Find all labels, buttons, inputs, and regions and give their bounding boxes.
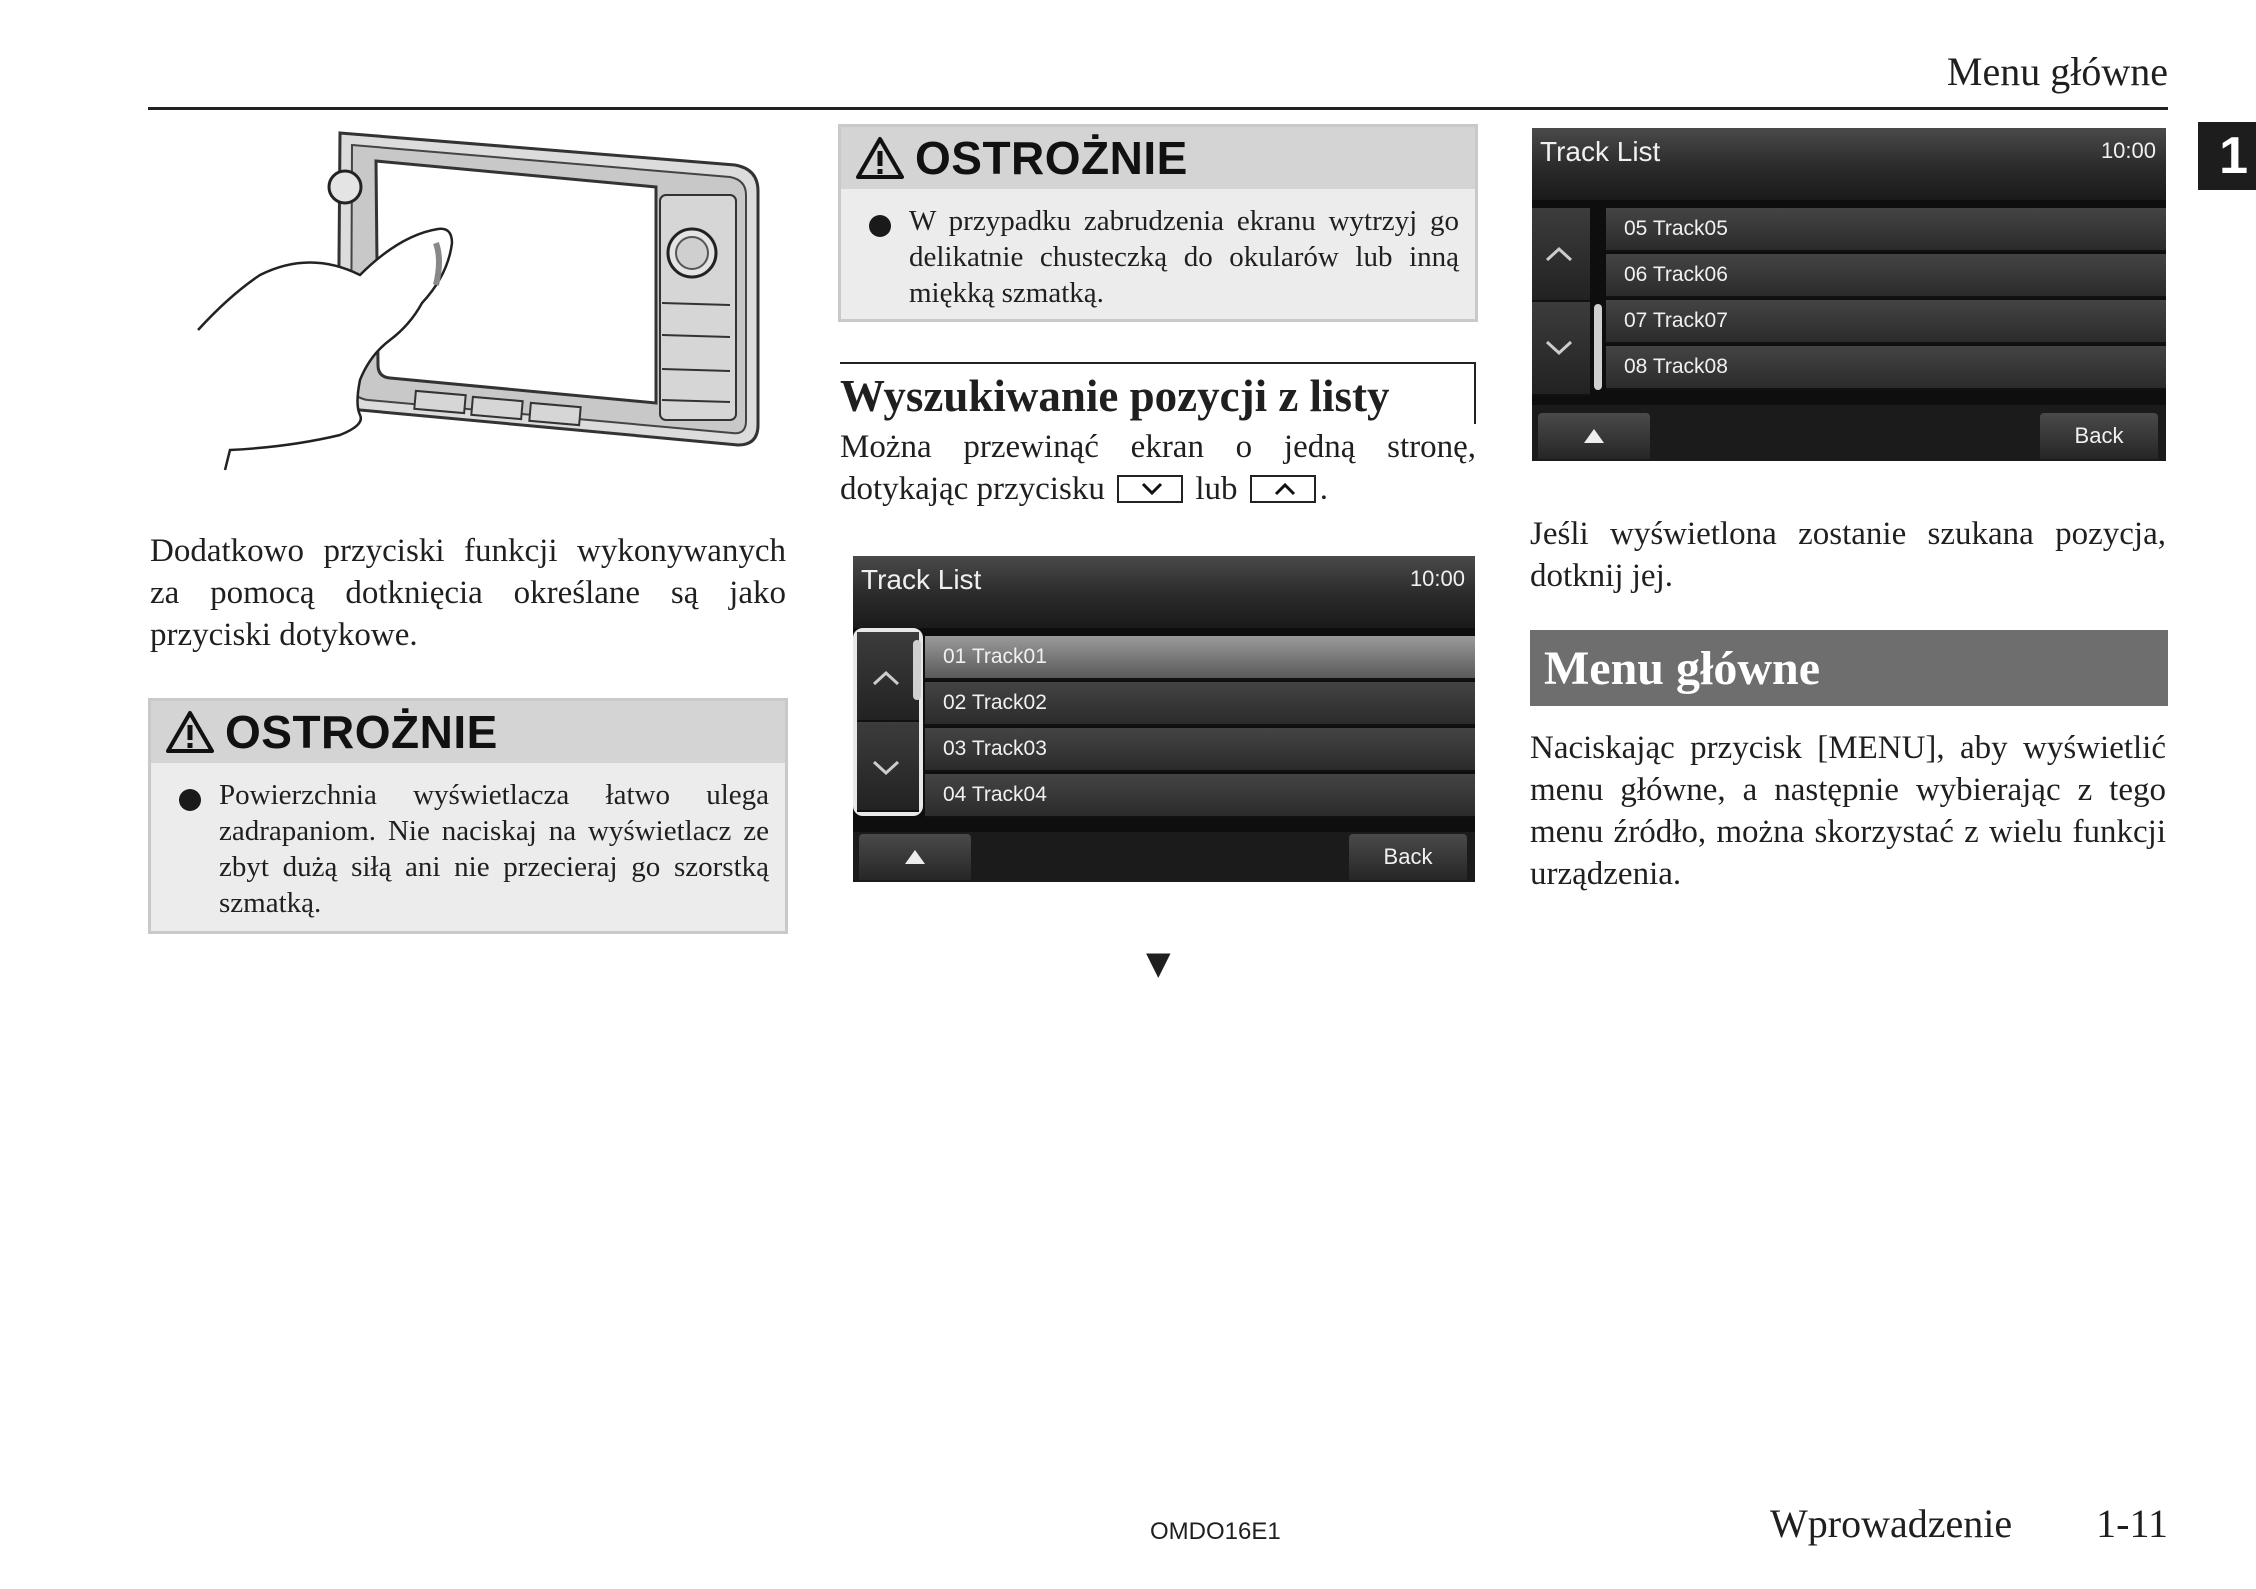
track-row[interactable]: 07 Track07	[1606, 300, 2166, 344]
back-button[interactable]: Back	[2040, 413, 2158, 459]
section-title: Wyszukiwanie pozycji z listy	[840, 371, 1390, 421]
bullet-icon	[869, 215, 891, 237]
hand-touching-screen-illustration	[190, 125, 770, 485]
bullet-icon	[179, 789, 201, 811]
scroll-paragraph-end: .	[1319, 471, 1328, 507]
scroll-paragraph-or: lub	[1195, 471, 1238, 507]
touch-buttons-paragraph: Dodatkowo przyciski funkcji wykonywanych za pomocą dotknięcia określane są jako przyciski dotykowe.	[150, 533, 786, 653]
screen-title: Track List	[1540, 136, 1661, 167]
caution-title: OSTROŻNIE	[915, 132, 1188, 184]
track-row[interactable]: 04 Track04	[925, 774, 1475, 818]
caution-title: OSTROŻNIE	[225, 706, 498, 758]
track-list-screen-2	[1532, 128, 2166, 461]
scroll-paragraph-text: Można przewinąć ekran o jedną stronę, dotykając przycisku	[840, 429, 1476, 507]
chevron-down-icon	[871, 758, 901, 778]
section-heading-search	[840, 362, 1476, 424]
triangle-up-icon	[903, 848, 927, 866]
chevron-down-icon	[1544, 338, 1574, 358]
track-row[interactable]: 05 Track05	[1606, 208, 2166, 252]
track-row[interactable]: 03 Track03	[925, 728, 1475, 772]
scroll-down-key	[1117, 475, 1183, 503]
page-up-button[interactable]	[857, 632, 919, 722]
running-header: Menu główne	[1946, 49, 2168, 94]
chapter-tab: 1	[2198, 122, 2256, 190]
select-item-paragraph: Jeśli wyświetlona zostanie szukana pozycja, dotknij jej.	[1530, 516, 2166, 594]
page-number: 1-11	[2096, 1501, 2168, 1546]
scroll-top-button[interactable]	[859, 834, 971, 880]
page-down-button[interactable]	[857, 722, 919, 812]
scroll-top-button[interactable]	[1538, 413, 1650, 459]
scrollbar-thumb[interactable]	[913, 640, 921, 700]
track-row[interactable]: 02 Track02	[925, 682, 1475, 726]
screen-clock: 10:00	[1409, 566, 1465, 591]
back-button[interactable]: Back	[1349, 834, 1467, 880]
scroll-up-key	[1250, 475, 1316, 503]
caution-header	[151, 701, 785, 763]
page-up-button[interactable]	[1532, 208, 1590, 302]
scroll-paragraph	[840, 426, 1476, 510]
chevron-down-icon	[1141, 481, 1163, 497]
caution-box-left	[148, 698, 788, 934]
caution-box-middle	[838, 124, 1478, 322]
caution-text: Powierzchnia wyświetlacza łatwo ulega zadrapaniom. Nie naciskaj na wyświetlacz ze zbyt dużą siłą ani nie przecieraj go szorstką szmatką.	[219, 779, 769, 919]
track-row[interactable]: 08 Track08	[1606, 346, 2166, 390]
section-heading-main-menu: Menu główne	[1530, 630, 2168, 706]
chevron-up-icon	[871, 668, 901, 688]
screen-clock: 10:00	[2100, 138, 2156, 163]
footer-section-name: Wprowadzenie	[1770, 1501, 2013, 1546]
triangle-up-icon	[1582, 427, 1606, 445]
document-code: OMDO16E1	[1150, 1518, 1281, 1545]
chevron-up-icon	[1544, 244, 1574, 264]
warning-triangle-icon	[165, 710, 215, 754]
scrollbar-thumb[interactable]	[1594, 304, 1602, 390]
caution-text: W przypadku zabrudzenia ekranu wytrzyj go delikatnie chusteczką do okularów lub inną miękką szmatką.	[909, 205, 1459, 309]
track-row[interactable]: 01 Track01	[925, 636, 1475, 680]
screen-title: Track List	[861, 564, 982, 595]
track-list-screen-1	[853, 556, 1475, 882]
page-down-button[interactable]	[1532, 302, 1590, 396]
continued-marker: ▼	[1146, 944, 1171, 982]
main-menu-paragraph: Naciskając przycisk [MENU], aby wyświetlić menu główne, a następnie wybierając z tego menu źródło, można skorzystać z wielu funkcji urządzenia.	[1530, 730, 2166, 892]
header-rule	[148, 107, 2168, 110]
caution-header	[841, 127, 1475, 189]
warning-triangle-icon	[855, 136, 905, 180]
track-row[interactable]: 06 Track06	[1606, 254, 2166, 298]
chevron-up-icon	[1274, 481, 1296, 497]
